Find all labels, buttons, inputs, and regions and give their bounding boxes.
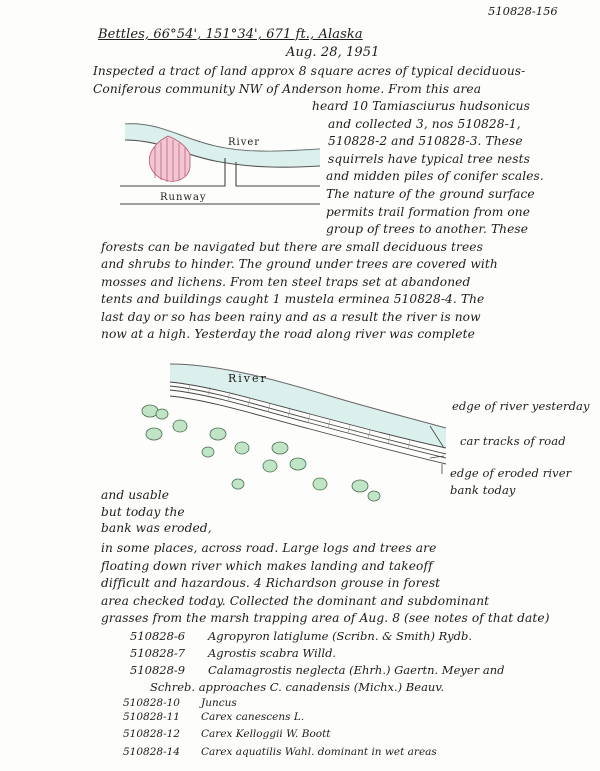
specimen-name: Schreb. approaches C. canadensis (Michx.) Beauv. xyxy=(150,680,445,694)
text-line: and midden piles of conifer scales. xyxy=(326,169,544,183)
text-line: bank was eroded, xyxy=(101,521,212,535)
specimen-entry xyxy=(123,728,331,740)
text-line: forests can be navigated but there are small deciduous trees xyxy=(101,240,483,254)
text-line: mosses and lichens. From ten steel traps set at abandoned xyxy=(101,275,471,289)
specimen-number: 510828-14 xyxy=(123,746,180,758)
text-line: group of trees to another. These xyxy=(326,222,529,236)
specimen-entry xyxy=(150,680,444,694)
text-line: in some places, across road. Large logs and trees are xyxy=(101,541,437,555)
annotation-bank-today: bank today xyxy=(450,483,516,497)
text-line: last day or so has been rainy and as a result the river is now xyxy=(101,310,481,324)
text-line: and usable xyxy=(101,488,170,502)
specimen-entry xyxy=(130,629,472,643)
text-line: Inspected a tract of land approx 8 square acres of typical deciduous- xyxy=(93,64,526,78)
specimen-number: 510828-9 xyxy=(130,663,186,677)
sketch-eroded-bank xyxy=(130,356,450,506)
specimen-name: Calamagrostis neglecta (Ehrh.) Gaertn. Meyer and xyxy=(208,663,505,677)
text-line: The nature of the ground surface xyxy=(326,187,535,201)
specimen-name: Carex canescens L. xyxy=(201,711,305,723)
annotation-car-tracks: car tracks of road xyxy=(460,434,566,448)
runway-label: Runway xyxy=(160,192,207,203)
text-line: and shrubs to hinder. The ground under trees are covered with xyxy=(101,257,498,271)
specimen-number: 510828-11 xyxy=(123,711,180,723)
text-line: heard 10 Tamiasciurus hudsonicus xyxy=(312,99,530,113)
page-id: 510828-156 xyxy=(488,4,558,18)
text-line: difficult and hazardous. 4 Richardson grouse in forest xyxy=(101,576,441,590)
text-line: grasses from the marsh trapping area of Aug. 8 (see notes of that date) xyxy=(101,611,550,625)
specimen-entry xyxy=(123,746,437,758)
specimen-number: 510828-10 xyxy=(123,697,180,709)
specimen-entry xyxy=(130,646,336,660)
location-header: Bettles, 66°54', 151°34', 671 ft., Alaska xyxy=(98,27,363,42)
specimen-name: Agrostis scabra Willd. xyxy=(208,646,337,660)
text-line: tents and buildings caught 1 mustela erminea 510828-4. The xyxy=(101,292,485,306)
sketch-map-runway xyxy=(120,116,325,216)
entry-date: Aug. 28, 1951 xyxy=(286,45,380,60)
specimen-number: 510828-12 xyxy=(123,728,180,740)
specimen-name: Juncus xyxy=(201,697,237,709)
river-label: River xyxy=(228,137,261,148)
text-line: but today the xyxy=(101,505,185,519)
specimen-name: Agropyron latiglume (Scribn. & Smith) Rydb. xyxy=(208,629,472,643)
text-line: and collected 3, nos 510828-1, xyxy=(328,117,521,131)
specimen-name: Carex Kelloggii W. Boott xyxy=(201,728,331,740)
text-line: permits trail formation from one xyxy=(326,205,531,219)
text-line: floating down river which makes landing and takeoff xyxy=(101,559,433,573)
annotation-eroded-bank: edge of eroded river xyxy=(450,466,572,480)
specimen-entry xyxy=(130,663,504,677)
specimen-number: 510828-7 xyxy=(130,646,186,660)
text-line: 510828-2 and 510828-3. These xyxy=(328,134,523,148)
text-line: area checked today. Collected the dominant and subdominant xyxy=(101,594,490,608)
text-line: Coniferous community NW of Anderson home. From this area xyxy=(93,82,482,96)
text-line: now at a high. Yesterday the road along river was complete xyxy=(101,327,475,341)
annotation-river-yesterday: edge of river yesterday xyxy=(452,399,590,413)
specimen-number: 510828-6 xyxy=(130,629,186,643)
specimen-entry xyxy=(123,697,237,709)
river-label-2: River xyxy=(228,372,268,385)
text-line: squirrels have typical tree nests xyxy=(328,152,530,166)
specimen-entry xyxy=(123,711,304,723)
specimen-name: Carex aquatilis Wahl. dominant in wet areas xyxy=(201,746,437,758)
